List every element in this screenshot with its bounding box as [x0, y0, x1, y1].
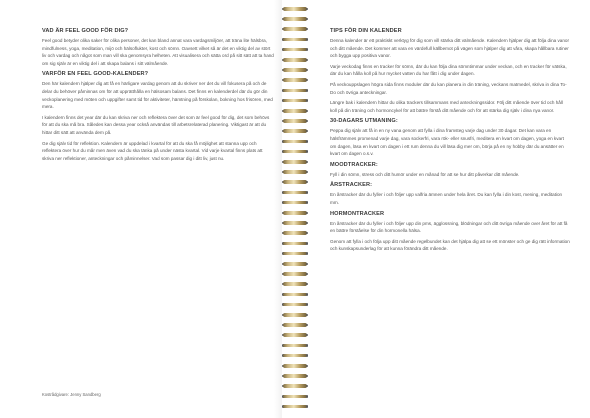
- body-paragraph: En årstracker där du fyller i och följer upp din pms, ägglossning, blödningar och ditt övriga mående over året för att få en bättre förståelse för din hormonella hälsa.: [330, 220, 568, 234]
- body-paragraph: Peppa dig själv att få in en ny vana genom att fylla i dina framsteg varje dag under 30 dagar. Det kan vara en hälsfrämmes promenad varje dag, vara sockerfri, vara rök- eller snusfri, meditera en kvart om dagen, yoga en kvart om dagen, läsa en kvart om dagen i ett rum denna du vill läsa dig mer om, börja på en ny hobby där du ansätter en kvart om dagen o.s.v.: [330, 128, 564, 157]
- spiral-binding: [281, 0, 309, 418]
- binding-ring: [283, 353, 307, 359]
- body-paragraph: Den här kalendern hjälper dig att få en härligare vardag genom att du skriver ner det du vill fokusera på och de delar du behöver påminnas om för att upprätthålla en hälsosam balans. Det finns en kalenderdel där du gör din veckoplanering med möten och uppgifter samt tid för aktiviteter, hämtning på förskolan, bokning hos frisören, med mera.: [42, 81, 273, 110]
- section-heading: ÅRSTRACKER:: [330, 182, 373, 189]
- right-text-column: [330, 28, 570, 256]
- binding-ring: [283, 88, 307, 94]
- binding-ring: [283, 322, 307, 328]
- section-heading: 30-DAGARS UTMANING:: [330, 118, 398, 125]
- binding-ring: [283, 16, 307, 22]
- binding-ring: [283, 139, 307, 145]
- binding-ring: [283, 292, 307, 298]
- body-paragraph: Fyll i din sömn, stress och ditt humör under en månad för att se hur ditt påverkar ditt mående.: [330, 171, 520, 177]
- binding-ring: [283, 241, 307, 247]
- body-paragraph: Varje veckodag finns en tracker för sömn, där du kan följa dina sömntimmar under veckan, och en tracker för vätska, där du kan hålla koll på hur mycket vatten du har fått i dig under dagen.: [330, 63, 567, 77]
- binding-ring: [283, 383, 307, 389]
- binding-ring: [283, 312, 307, 318]
- body-paragraph: En årstracker där du fyller i och följer upp valfria ämnen under hela året. Du kan fylla i din kost, mening, meditation mm.: [330, 192, 563, 205]
- binding-ring: [283, 98, 307, 104]
- binding-ring: [283, 404, 307, 410]
- section-heading: VAD ÄR FEEL GOOD FÖR DIG?: [42, 28, 129, 34]
- binding-ring: [283, 57, 307, 63]
- credit-line: Kostrådgivare: Jenny Sandberg: [42, 392, 101, 397]
- binding-ring: [283, 332, 307, 338]
- body-paragraph: På veckouppslagen högra sida finns moduler där du kan planera in din träning, veckans matmedel, skriva in dina To-Do och övriga anteckningar.: [330, 81, 567, 95]
- binding-ring: [283, 271, 307, 277]
- binding-ring: [283, 169, 307, 175]
- right-page: [308, 0, 590, 418]
- body-paragraph: Feel good betyder olika saker för olika personer, det kan bland annat vara vardagsmiljöer, att träna lite hälsbra, mindfulness, yoga, meditation, mijö och hälsoflukter, kost och sömn. Oavsett vilket så är det en viktig del av stört liv och vardag och något som man vill ska genomsyra helheten. Att visualisera och sätta ord på sitt sätt att ta hand om sig själv är en viktig del i att skapa balans i sitt välmående.: [42, 38, 274, 66]
- body-paragraph: Längre bak i kalendern hittar du olika trackers tillsammans med anteckningssidor. Följ ditt mående över tid och håll koll på din träning och hormoncykel för att bättre förstå ditt mående och för att stärka dig själv i dina nya vanor.: [330, 100, 563, 113]
- binding-ring: [283, 281, 307, 287]
- binding-ring: [283, 190, 307, 196]
- binding-ring: [283, 77, 307, 83]
- body-paragraph: Genom att fylla i och följa upp ditt mående regelbundet kan det hjälpa dig att se ett mönster och ge dig rätt information och kunskapsunderlag för att kunna förändra ditt mående.: [330, 238, 570, 252]
- binding-ring: [283, 149, 307, 155]
- left-text-column: [42, 28, 274, 165]
- binding-ring: [283, 26, 307, 32]
- binding-ring: [283, 251, 307, 257]
- binding-ring: [283, 394, 307, 400]
- left-page: [0, 0, 282, 418]
- binding-ring: [283, 302, 307, 308]
- binding-ring: [283, 108, 307, 114]
- binding-ring: [283, 6, 307, 12]
- binding-ring: [283, 67, 307, 73]
- binding-ring: [283, 179, 307, 185]
- binding-ring: [283, 118, 307, 124]
- section-heading: MOODTRACKER:: [330, 161, 378, 168]
- section-heading: HORMONTRACKER: [330, 210, 385, 217]
- binding-ring: [283, 373, 307, 379]
- binding-ring: [283, 159, 307, 165]
- binding-ring: [283, 230, 307, 236]
- binding-ring: [283, 47, 307, 53]
- body-paragraph: I kalendern finns det year där du kan skriva ner och reflektera över det som är feel good för dig, det som behövs för att du ska må bra. Således kan dessa year också användas till arbetsrelaterad planering. Viktigast är att du hittar ditt sätt att använda dem på.: [42, 114, 270, 135]
- binding-ring: [283, 261, 307, 267]
- body-paragraph: Ge dig själv tid för reflektion. Kalendern är uppdelad i kvartal för att du ska få möjlighet att stanna upp och reflektera över hur du mår men även vad du ska tänka på under nästa kvartal. Vid varje kvartal finns plats att skriva ner reflektioner, anteckningar och påminnelser. Vad som passar dig i ditt liv, just nu.: [42, 140, 263, 161]
- binding-ring: [283, 220, 307, 226]
- binding-ring: [283, 363, 307, 369]
- binding-ring: [283, 37, 307, 43]
- binding-ring: [283, 210, 307, 216]
- binding-ring: [283, 343, 307, 349]
- section-heading: VARFÖR EN FEEL GOOD-KALENDER?: [42, 71, 149, 78]
- body-paragraph: Denna kalender är ett praktiskt verktyg för dig som vill stärka ditt välmående. Kalendern hjälper dig att följa dina vanor och ditt mående. Det kommer att vara en värdefull källbemot på vägen som hjälper dig att våra, skapa hållbara rutiner och bygga upp positiva vanor.: [330, 38, 569, 59]
- section-heading: TIPS FÖR DIN KALENDER: [330, 28, 402, 34]
- binding-ring: [283, 128, 307, 134]
- binding-ring: [283, 200, 307, 206]
